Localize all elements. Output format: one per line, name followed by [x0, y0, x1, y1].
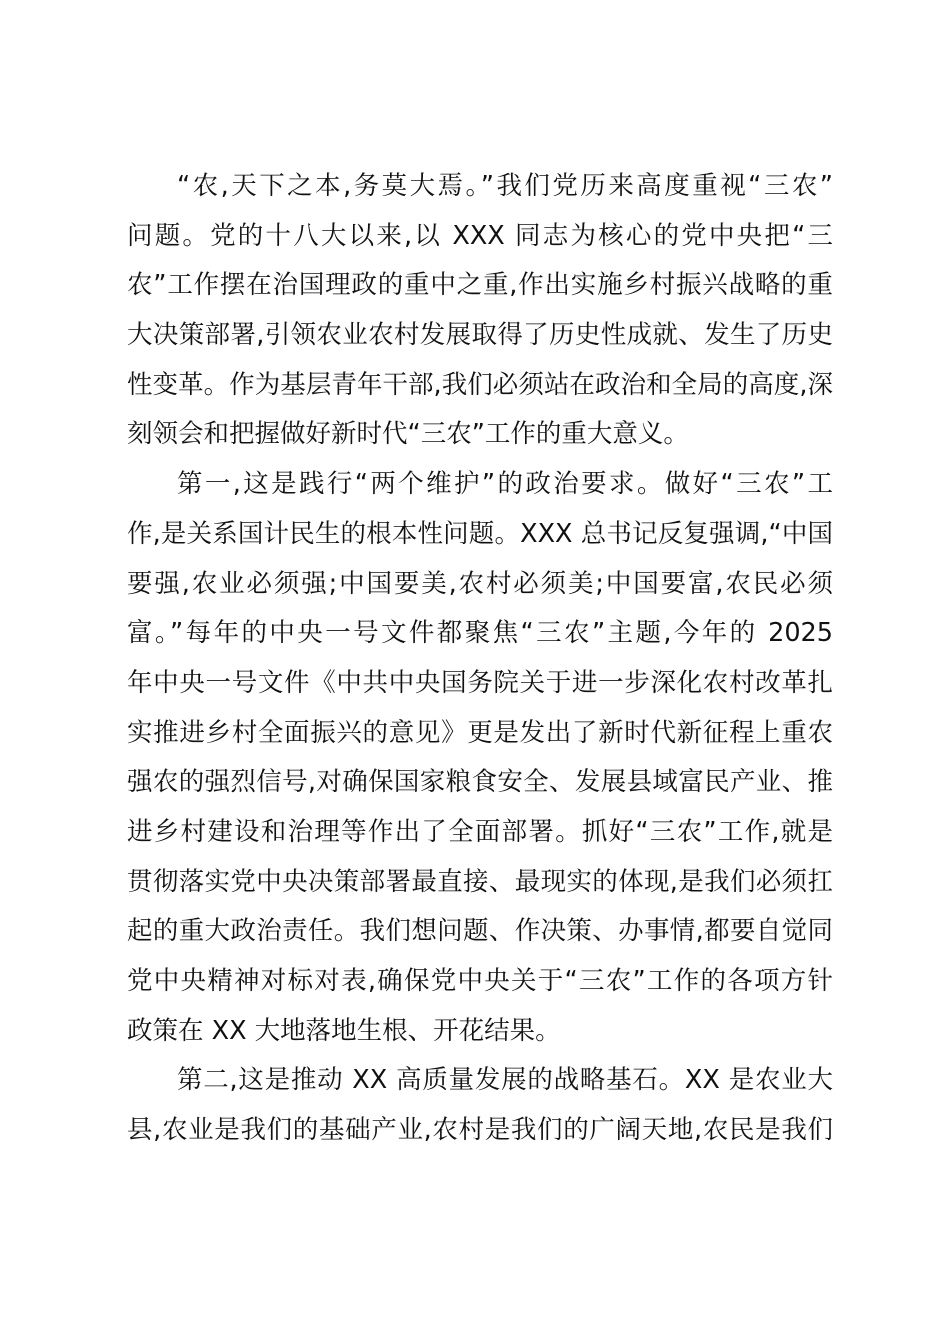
text-line: 第二,这是推动 XX 高质量发展的战略基石。XX 是农业大 — [177, 1065, 833, 1096]
text-line: 强农的强烈信号,对确保国家粮食安全、发展县域富民产业、推 — [127, 767, 833, 798]
text-line: 实推进乡村全面振兴的意见》更是发出了新时代新征程上重农 — [127, 717, 833, 748]
body-text — [127, 162, 833, 1156]
text-line: 起的重大政治责任。我们想问题、作决策、办事情,都要自觉同 — [127, 916, 833, 947]
text-line: 富。”每年的中央一号文件都聚焦“三农”主题,今年的 2025 — [127, 618, 833, 649]
text-line: 进乡村建设和治理等作出了全面部署。抓好“三农”工作,就是 — [127, 816, 833, 847]
text-line: 要强,农业必须强;中国要美,农村必须美;中国要富,农民必须 — [127, 568, 833, 599]
text-line: 农”工作摆在治国理政的重中之重,作出实施乡村振兴战略的重 — [127, 270, 833, 301]
text-line: 党中央精神对标对表,确保党中央关于“三农”工作的各项方针 — [127, 966, 833, 996]
text-line: 政策在 XX 大地落地生根、开花结果。 — [127, 1015, 561, 1046]
text-line: 第一,这是践行“两个维护”的政治要求。做好“三农”工 — [177, 469, 833, 500]
text-line: 年中央一号文件《中共中央国务院关于进一步深化农村改革扎 — [127, 667, 833, 698]
paragraph-1 — [127, 162, 833, 460]
text-line: 性变革。作为基层青年干部,我们必须站在政治和全局的高度,深 — [127, 369, 833, 400]
text-line: 作,是关系国计民生的根本性问题。XXX 总书记反复强调,“中国 — [127, 518, 833, 549]
text-line: 贯彻落实党中央决策部署最直接、最现实的体现,是我们必须扛 — [127, 866, 833, 897]
text-line: 县,农业是我们的基础产业,农村是我们的广阔天地,农民是我们 — [127, 1115, 833, 1146]
text-line: 大决策部署,引领农业农村发展取得了历史性成就、发生了历史 — [127, 320, 833, 351]
text-line: 刻领会和把握做好新时代“三农”工作的重大意义。 — [127, 419, 689, 450]
paragraph-3 — [127, 1056, 833, 1155]
paragraph-2 — [127, 460, 833, 1056]
text-line: “农,天下之本,务莫大焉。”我们党历来高度重视“三农” — [177, 171, 833, 201]
text-line: 问题。党的十八大以来,以 XXX 同志为核心的党中央把“三 — [127, 220, 833, 251]
